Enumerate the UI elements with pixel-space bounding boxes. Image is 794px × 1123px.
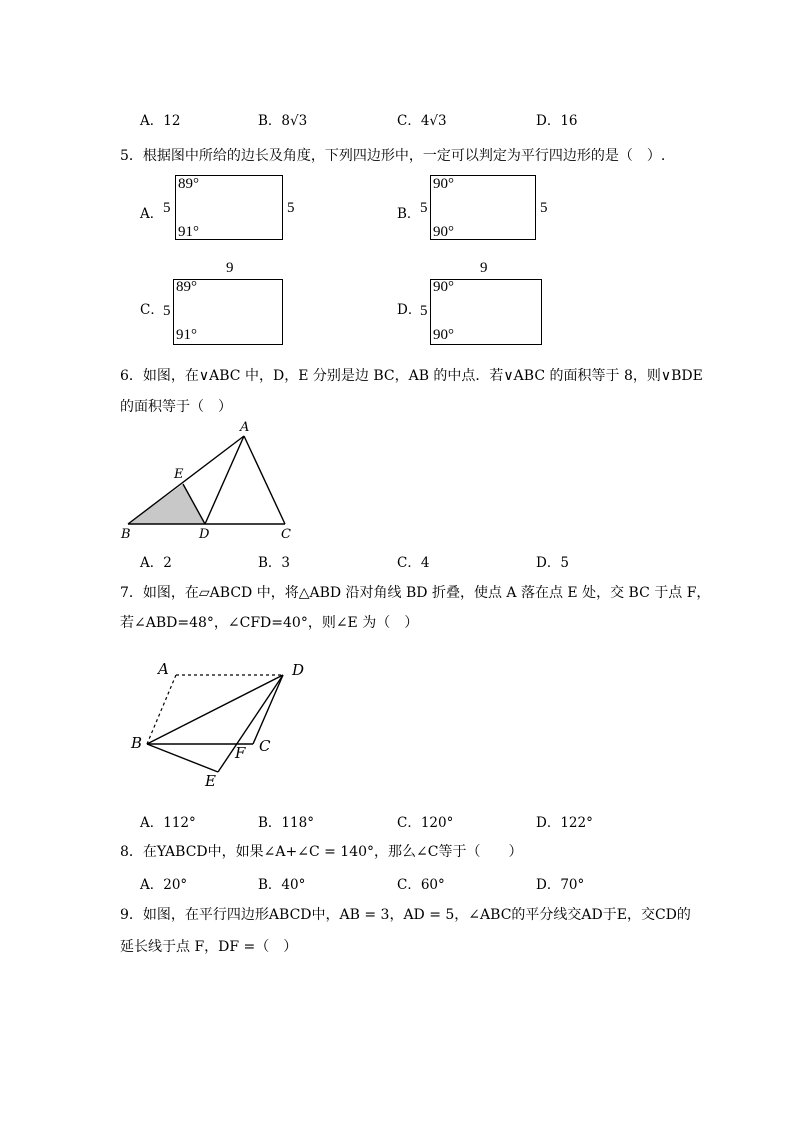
q7-label-e: E — [205, 772, 216, 790]
option-text: 118° — [281, 815, 314, 831]
q5-fig-d-left-side: 5 — [420, 303, 428, 319]
option-letter: D． — [536, 877, 561, 893]
option-text: 12 — [163, 113, 181, 129]
q5-fig-b-bottom-angle: 90° — [433, 224, 454, 240]
q8-option-c — [397, 873, 445, 893]
q5-fig-a-letter: A． — [140, 206, 164, 222]
q5-fig-a-top-angle: 89° — [178, 176, 199, 192]
q7-option-a — [140, 811, 196, 831]
option-text: 8√3 — [281, 113, 308, 129]
option-letter: B． — [258, 877, 282, 893]
option-letter: A． — [140, 555, 164, 571]
q6-label-b: B — [121, 527, 131, 542]
option-text: 122° — [560, 815, 593, 831]
q5-fig-d-letter: D． — [397, 302, 422, 318]
q5-fig-b-top-angle: 90° — [433, 176, 454, 192]
q7-stem-line1: 7．如图，在▱ABCD 中，将△ABD 沿对角线 BD 折叠，使点 A 落在点 E 处，交 BC 于点 F， — [120, 585, 711, 601]
option-text: 4√3 — [420, 113, 447, 129]
q8-option-a — [140, 873, 187, 893]
q7-label-b: B — [131, 734, 143, 752]
option-letter: C． — [397, 815, 421, 831]
q5-fig-d-top-label: 9 — [480, 260, 488, 276]
q5-fig-d-bottom-angle: 90° — [433, 327, 454, 343]
q5-fig-c-left-side: 5 — [163, 303, 171, 319]
option-text: 5 — [560, 555, 569, 571]
option-letter: A． — [140, 113, 164, 129]
q8-option-b — [258, 873, 305, 893]
q5-fig-d-top-angle: 90° — [433, 279, 454, 295]
q7-side-be — [147, 744, 218, 772]
q5-fig-a-right-side: 5 — [287, 200, 295, 216]
option-text: 16 — [560, 113, 578, 129]
q7-label-f: F — [235, 744, 246, 762]
q6-label-d: D — [199, 527, 210, 542]
q9-stem-line1: 9．如图，在平行四边形ABCD中，AB = 3，AD = 5，∠ABC的平分线交AD于E，交CD的 — [120, 907, 691, 923]
option-letter: A． — [140, 815, 164, 831]
option-letter: C． — [397, 113, 421, 129]
q7-label-a: A — [158, 660, 169, 678]
q6-label-a: A — [240, 420, 250, 435]
q7-side-cd — [253, 675, 283, 744]
q5-fig-c-bottom-angle: 91° — [176, 327, 197, 343]
option-letter: D． — [536, 555, 561, 571]
q7-side-ed — [218, 675, 283, 772]
option-letter: B． — [258, 555, 282, 571]
q8-stem: 8．在YABCD中，如果∠A+∠C = 140°，那么∠C等于（ ） — [120, 844, 523, 860]
option-letter: C． — [397, 877, 421, 893]
q5-fig-a-left-side: 5 — [163, 200, 171, 216]
q5-fig-c-top-label: 9 — [226, 260, 234, 276]
q6-stem-line1: 6．如图，在∨ABC 中，D，E 分别是边 BC，AB 的中点．若∨ABC 的面积等于 8，则∨BDE — [120, 368, 703, 384]
option-letter: B． — [258, 113, 282, 129]
q5-fig-a-bottom-angle: 91° — [178, 224, 199, 240]
option-text: 120° — [420, 815, 454, 831]
option-text: 2 — [163, 555, 172, 571]
q7-option-d — [536, 811, 593, 831]
q6-stem-line2: 的面积等于（ ） — [120, 399, 232, 415]
q5-fig-b-left-side: 5 — [420, 200, 428, 216]
q5-fig-c-top-angle: 89° — [176, 279, 197, 295]
option-text: 70° — [560, 877, 585, 893]
q6-label-c: C — [281, 527, 291, 542]
q7-diagonal-bd — [147, 675, 283, 744]
option-text: 20° — [163, 877, 188, 893]
q9-stem-line2: 延长线于点 F，DF =（ ） — [120, 939, 298, 955]
option-letter: A． — [140, 877, 164, 893]
option-letter: C． — [397, 555, 421, 571]
q7-option-c — [397, 811, 453, 831]
q5-stem: 5．根据图中所给的边长及角度，下列四边形中，一定可以判定为平行四边形的是（ ）. — [120, 148, 666, 164]
option-text: 40° — [281, 877, 306, 893]
q8-option-d — [536, 873, 584, 893]
option-text: 60° — [420, 877, 445, 893]
q7-dashed-ab — [147, 675, 176, 744]
option-text: 112° — [163, 815, 196, 831]
option-text: 4 — [420, 555, 430, 571]
q5-fig-b-right-side: 5 — [540, 200, 548, 216]
q7-label-c: C — [259, 737, 271, 755]
q5-fig-b-letter: B． — [397, 206, 421, 222]
q7-label-d: D — [292, 661, 305, 679]
option-text: 3 — [281, 555, 291, 571]
q7-option-b — [258, 811, 314, 831]
q5-fig-c-letter: C． — [140, 302, 164, 318]
option-letter: B． — [258, 815, 282, 831]
q6-label-e: E — [174, 467, 184, 482]
option-letter: D． — [536, 815, 561, 831]
option-letter: D． — [536, 113, 561, 129]
q7-stem-line2: 若∠ABD=48°，∠CFD=40°，则∠E 为（ ） — [120, 615, 419, 631]
